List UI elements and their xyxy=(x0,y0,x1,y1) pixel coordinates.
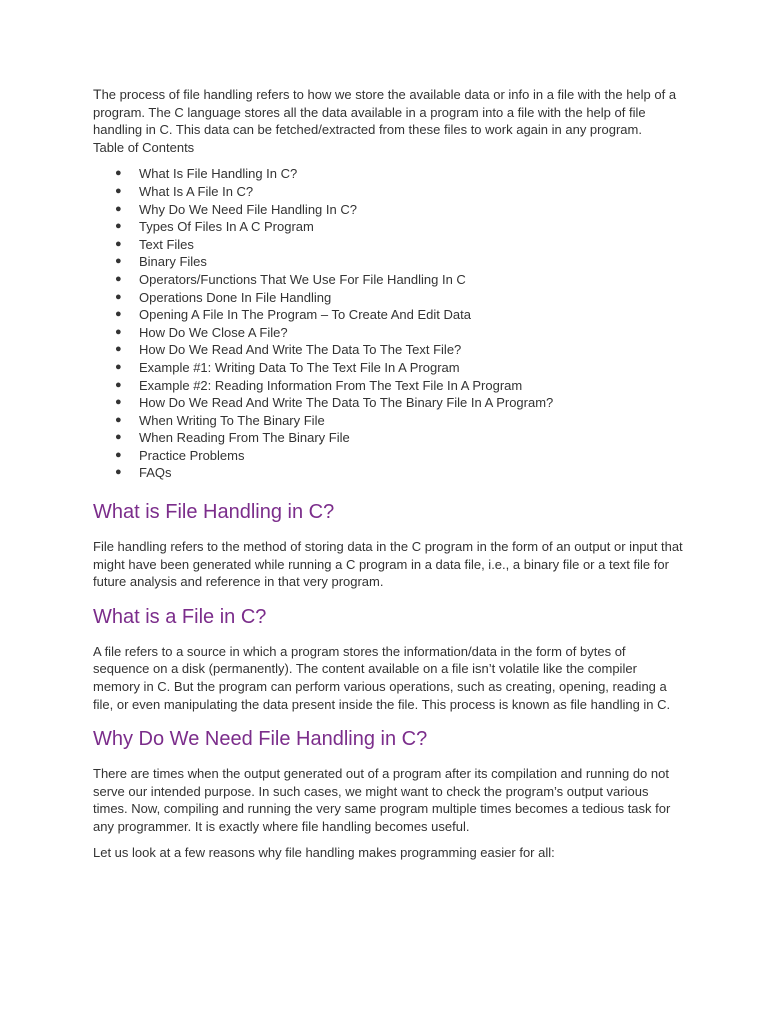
bullet-icon: ● xyxy=(115,325,122,338)
toc-item-label: Opening A File In The Program – To Create And Edit Data xyxy=(139,307,471,323)
toc-item-label: Text Files xyxy=(139,236,194,252)
toc-item-label: Types Of Files In A C Program xyxy=(139,219,314,235)
toc-item[interactable] xyxy=(93,394,683,412)
table-of-contents xyxy=(93,165,683,482)
toc-item[interactable] xyxy=(93,165,683,183)
document-page xyxy=(93,86,683,861)
toc-item[interactable] xyxy=(93,218,683,236)
toc-item[interactable] xyxy=(93,201,683,219)
bullet-icon: ● xyxy=(115,184,122,197)
toc-item-label: Operations Done In File Handling xyxy=(139,289,332,305)
toc-item[interactable] xyxy=(93,412,683,430)
toc-item-label: What Is File Handling In C? xyxy=(139,166,298,182)
toc-item-label: How Do We Read And Write The Data To The Binary File In A Program? xyxy=(139,395,554,411)
intro-paragraph xyxy=(93,86,683,139)
section-paragraph: File handling refers to the method of storing data in the C program in the form of an output or input that might have been generated while running a C program in a data file, i.e., a binary file or a text file for future analysis and reference in that very program. xyxy=(93,539,683,590)
section-heading: What is File Handling in C? xyxy=(93,501,335,524)
toc-item[interactable] xyxy=(93,464,683,482)
toc-item[interactable] xyxy=(93,289,683,307)
toc-item[interactable] xyxy=(93,236,683,254)
bullet-icon: ● xyxy=(115,466,122,479)
toc-item-label: Operators/Functions That We Use For File Handling In C xyxy=(139,271,466,287)
toc-item-label: Why Do We Need File Handling In C? xyxy=(139,201,357,217)
toc-item-label: FAQs xyxy=(139,465,172,481)
toc-item[interactable] xyxy=(93,359,683,377)
section-heading: Why Do We Need File Handling in C? xyxy=(93,728,428,751)
bullet-icon: ● xyxy=(115,290,122,303)
toc-item-label: Example #1: Writing Data To The Text File In A Program xyxy=(139,359,460,375)
bullet-icon: ● xyxy=(115,448,122,461)
toc-item[interactable] xyxy=(93,183,683,201)
toc-item-label: When Writing To The Binary File xyxy=(139,412,325,428)
section-heading: What is a File in C? xyxy=(93,605,267,628)
toc-item[interactable] xyxy=(93,271,683,289)
toc-item[interactable] xyxy=(93,324,683,342)
toc-item-label: When Reading From The Binary File xyxy=(139,430,350,446)
bullet-icon: ● xyxy=(115,308,122,321)
bullet-icon: ● xyxy=(115,396,122,409)
bullet-icon: ● xyxy=(115,343,122,356)
toc-item[interactable] xyxy=(93,253,683,271)
bullet-icon: ● xyxy=(115,272,122,285)
intro-text: he process of file handling refers to how we store the available data or info in a file with the help of a program. The C language stores all the data available in a program into a file with the help of file handling in C. This data can be fetched/extracted from these files to work again in any program. xyxy=(93,87,677,138)
bullet-icon: ● xyxy=(115,255,122,268)
toc-item-label: What Is A File In C? xyxy=(139,183,254,199)
bullet-icon: ● xyxy=(115,360,122,373)
toc-item[interactable] xyxy=(93,306,683,324)
section-paragraph: Let us look at a few reasons why file handling makes programming easier for all: xyxy=(93,844,555,860)
toc-item[interactable] xyxy=(93,341,683,359)
toc-item-label: How Do We Close A File? xyxy=(139,324,288,340)
section-paragraph: A file refers to a source in which a program stores the information/data in the form of bytes of sequence on a disk (permanently). The content available on a file isn’t volatile like the compiler memory in C. But the program can perform various operations, such as creating, opening, reading a file, or even manipulating the data present inside the file. This process is known as file handling in C. xyxy=(93,643,671,712)
toc-item[interactable] xyxy=(93,447,683,465)
bullet-icon: ● xyxy=(115,378,122,391)
bullet-icon: ● xyxy=(115,220,122,233)
toc-item[interactable] xyxy=(93,429,683,447)
bullet-icon: ● xyxy=(115,202,122,215)
section-paragraph: There are times when the output generated out of a program after its compilation and running do not serve our intended purpose. In such cases, we might want to check the program’s output various times. Now, compiling and running the very same program multiple times becomes a tedious task for any programmer. It is exactly where file handling becomes useful. xyxy=(93,766,671,834)
toc-item-label: How Do We Read And Write The Data To The Text File? xyxy=(139,342,462,358)
bullet-icon: ● xyxy=(115,413,122,426)
intro-lead-letter: T xyxy=(93,86,102,102)
toc-title: Table of Contents xyxy=(93,139,195,155)
bullet-icon: ● xyxy=(115,431,122,444)
bullet-icon: ● xyxy=(115,167,122,180)
toc-item[interactable] xyxy=(93,377,683,395)
toc-item-label: Example #2: Reading Information From The Text File In A Program xyxy=(139,377,523,393)
toc-item-label: Binary Files xyxy=(139,254,207,270)
toc-item-label: Practice Problems xyxy=(139,447,245,463)
bullet-icon: ● xyxy=(115,237,122,250)
